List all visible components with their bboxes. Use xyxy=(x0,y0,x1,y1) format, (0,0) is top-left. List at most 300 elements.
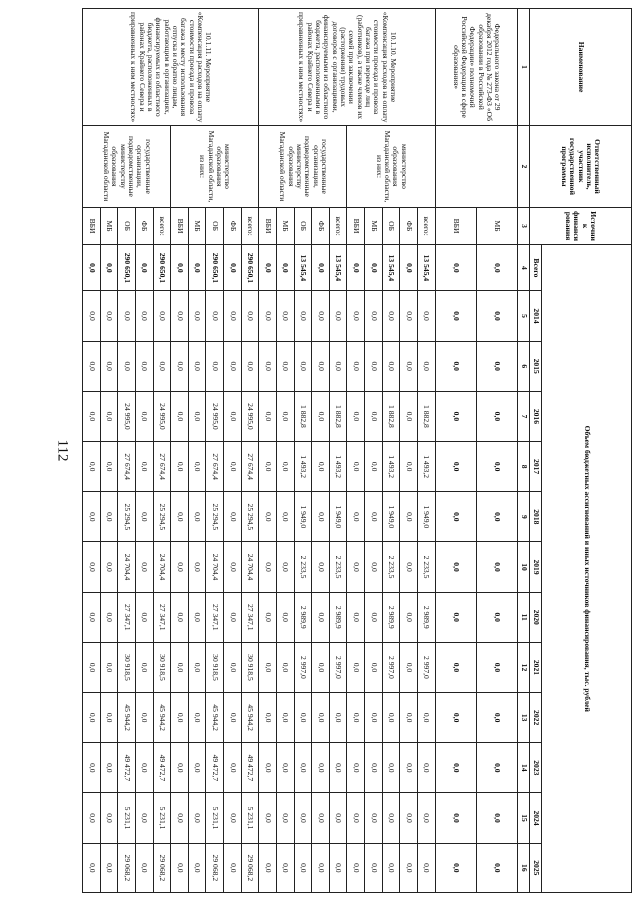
cell-value: 5 231,1 xyxy=(118,793,136,843)
cell-value: 0,0 xyxy=(365,291,383,341)
cell-value: 0,0 xyxy=(435,642,476,692)
header-funding: Объем бюджетных ассигнований и иных источников финансирования, тыс. рублей xyxy=(542,245,632,893)
cell-total: 13 545,4 xyxy=(417,245,435,291)
cell-value: 0,0 xyxy=(476,693,517,743)
cell-total: 0,0 xyxy=(347,245,365,291)
row-source: ВБИ xyxy=(259,207,277,245)
cell-value: 0,0 xyxy=(476,592,517,642)
header-source: Источник финансирования xyxy=(530,207,632,245)
row-source: МБ xyxy=(100,207,118,245)
cell-value: 5 231,1 xyxy=(153,793,171,843)
row-source: всего: xyxy=(329,207,347,245)
cell-value: 0,0 xyxy=(294,291,312,341)
cell-value: 2 997,0 xyxy=(417,642,435,692)
cell-value: 0,0 xyxy=(206,291,224,341)
cell-value: 0,0 xyxy=(259,442,277,492)
row-name: 10.1.10. Мероприятие «Компенсация расходов на оплату стоимости проезда и провоза багажа при переезде лиц (работников), а также членов их семей при заключении (расторжении) трудовых договоров с организациями, финансируемыми из областного бюджета, расположенными в районах Крайнего Севера и приравненных к ним местностях» xyxy=(259,9,435,126)
cell-total: 290 650,1 xyxy=(206,245,224,291)
cell-value: 0,0 xyxy=(365,341,383,391)
cell-value: 30 918,5 xyxy=(206,642,224,692)
cell-value: 0,0 xyxy=(188,642,206,692)
cell-value: 0,0 xyxy=(83,492,101,542)
cell-value: 0,0 xyxy=(171,391,189,441)
header-total: Всего xyxy=(530,245,542,291)
table-row xyxy=(417,9,435,893)
cell-value: 25 294,5 xyxy=(118,492,136,542)
cell-value: 0,0 xyxy=(312,592,330,642)
cell-value: 0,0 xyxy=(241,341,259,391)
cell-value: 27 674,4 xyxy=(241,442,259,492)
cell-value: 0,0 xyxy=(100,642,118,692)
cell-value: 0,0 xyxy=(347,743,365,793)
cell-value: 0,0 xyxy=(400,743,418,793)
cell-value: 0,0 xyxy=(259,843,277,892)
cell-value: 0,0 xyxy=(382,843,400,892)
row-source: ОБ xyxy=(206,207,224,245)
column-index: 14 xyxy=(518,743,530,793)
header-year: 2022 xyxy=(530,693,542,743)
cell-value: 0,0 xyxy=(294,693,312,743)
cell-value: 0,0 xyxy=(329,843,347,892)
cell-value: 27 674,4 xyxy=(153,442,171,492)
row-name: 10.1.11. Мероприятие «Компенсация расходов на оплату стоимости проезда и провоза багажа к месту использования отпуска и обратно лицам, работающим в организациях, финансируемых из областного бюджета, расположенных в районах Крайнего Севера и приравненных к ним местностях» xyxy=(83,9,259,126)
cell-value: 0,0 xyxy=(400,341,418,391)
cell-value: 29 068,2 xyxy=(118,843,136,892)
cell-value: 0,0 xyxy=(347,693,365,743)
cell-value: 0,0 xyxy=(276,693,294,743)
cell-value: 0,0 xyxy=(417,291,435,341)
row-source: ФБ xyxy=(135,207,153,245)
cell-value: 0,0 xyxy=(135,291,153,341)
cell-value: 2 989,9 xyxy=(382,592,400,642)
cell-value: 0,0 xyxy=(347,592,365,642)
header-year: 2024 xyxy=(530,793,542,843)
cell-value: 49 472,7 xyxy=(118,743,136,793)
cell-value: 0,0 xyxy=(435,442,476,492)
cell-value: 0,0 xyxy=(435,793,476,843)
cell-value: 0,0 xyxy=(312,442,330,492)
cell-value: 0,0 xyxy=(206,341,224,391)
cell-value: 0,0 xyxy=(135,391,153,441)
cell-value: 0,0 xyxy=(294,743,312,793)
row-source: МБ xyxy=(188,207,206,245)
cell-value: 0,0 xyxy=(188,542,206,592)
cell-value: 24 704,4 xyxy=(153,542,171,592)
cell-value: 0,0 xyxy=(171,743,189,793)
cell-value: 1 493,2 xyxy=(382,442,400,492)
cell-value: 0,0 xyxy=(400,642,418,692)
cell-value: 1 882,8 xyxy=(294,391,312,441)
cell-value: 0,0 xyxy=(135,442,153,492)
cell-value: 0,0 xyxy=(312,693,330,743)
cell-value: 0,0 xyxy=(276,592,294,642)
row-name: Федерального закона от 29 декабря 2012 года № 273-ФЗ «Об образовании в Российской Федерации» полномочий Российской Федерации в сфере образования» xyxy=(435,9,517,126)
cell-value: 29 068,2 xyxy=(241,843,259,892)
cell-value: 0,0 xyxy=(347,492,365,542)
cell-value: 49 472,7 xyxy=(241,743,259,793)
cell-total: 0,0 xyxy=(224,245,242,291)
cell-value: 0,0 xyxy=(83,542,101,592)
cell-value: 0,0 xyxy=(224,642,242,692)
cell-value: 0,0 xyxy=(312,291,330,341)
cell-value: 0,0 xyxy=(188,291,206,341)
table-row xyxy=(241,9,259,893)
cell-value: 0,0 xyxy=(188,843,206,892)
cell-value: 0,0 xyxy=(224,442,242,492)
cell-value: 0,0 xyxy=(100,592,118,642)
cell-value: 0,0 xyxy=(171,442,189,492)
cell-value: 0,0 xyxy=(241,291,259,341)
cell-value: 0,0 xyxy=(171,843,189,892)
cell-value: 0,0 xyxy=(476,743,517,793)
cell-value: 1 882,8 xyxy=(329,391,347,441)
column-index: 9 xyxy=(518,492,530,542)
cell-value: 0,0 xyxy=(476,442,517,492)
cell-value: 30 918,5 xyxy=(241,642,259,692)
row-source: ФБ xyxy=(224,207,242,245)
cell-value: 0,0 xyxy=(365,642,383,692)
cell-value: 0,0 xyxy=(435,843,476,892)
cell-value: 0,0 xyxy=(118,341,136,391)
cell-value: 1 949,0 xyxy=(294,492,312,542)
cell-value: 0,0 xyxy=(347,391,365,441)
row-source: МБ xyxy=(365,207,383,245)
cell-value: 0,0 xyxy=(276,542,294,592)
header-year: 2020 xyxy=(530,592,542,642)
row-source: ВБИ xyxy=(435,207,476,245)
cell-value: 0,0 xyxy=(83,341,101,391)
cell-value: 0,0 xyxy=(476,391,517,441)
cell-value: 27 347,1 xyxy=(153,592,171,642)
cell-value: 45 944,2 xyxy=(241,693,259,743)
cell-value: 2 997,0 xyxy=(329,642,347,692)
cell-value: 0,0 xyxy=(400,291,418,341)
cell-value: 0,0 xyxy=(329,693,347,743)
row-source: всего: xyxy=(241,207,259,245)
cell-value: 0,0 xyxy=(224,492,242,542)
cell-value: 0,0 xyxy=(382,793,400,843)
column-index: 7 xyxy=(518,391,530,441)
cell-value: 0,0 xyxy=(188,391,206,441)
cell-value: 0,0 xyxy=(83,442,101,492)
row-source: ФБ xyxy=(312,207,330,245)
cell-value: 0,0 xyxy=(188,743,206,793)
cell-value: 0,0 xyxy=(224,592,242,642)
cell-value: 0,0 xyxy=(365,843,383,892)
cell-value: 0,0 xyxy=(224,391,242,441)
cell-value: 0,0 xyxy=(417,341,435,391)
cell-value: 0,0 xyxy=(312,793,330,843)
cell-value: 0,0 xyxy=(83,592,101,642)
cell-value: 0,0 xyxy=(294,793,312,843)
header-year: 2021 xyxy=(530,642,542,692)
cell-value: 0,0 xyxy=(400,542,418,592)
cell-value: 0,0 xyxy=(276,843,294,892)
cell-value: 0,0 xyxy=(188,341,206,391)
cell-value: 0,0 xyxy=(312,642,330,692)
cell-value: 0,0 xyxy=(382,693,400,743)
row-source: ФБ xyxy=(400,207,418,245)
cell-value: 0,0 xyxy=(365,743,383,793)
cell-value: 0,0 xyxy=(435,592,476,642)
column-index: 11 xyxy=(518,592,530,642)
cell-value: 49 472,7 xyxy=(206,743,224,793)
cell-value: 27 674,4 xyxy=(118,442,136,492)
column-index: 10 xyxy=(518,542,530,592)
column-index: 3 xyxy=(518,207,530,245)
cell-value: 0,0 xyxy=(417,743,435,793)
cell-total: 0,0 xyxy=(259,245,277,291)
cell-value: 27 347,1 xyxy=(241,592,259,642)
cell-value: 30 918,5 xyxy=(153,642,171,692)
cell-value: 0,0 xyxy=(259,743,277,793)
row-executor: государственные организации, подведомственные министерству образования Магаданской области xyxy=(83,126,171,208)
cell-value: 0,0 xyxy=(83,642,101,692)
cell-value: 0,0 xyxy=(259,341,277,391)
cell-value: 49 472,7 xyxy=(153,743,171,793)
header-year: 2014 xyxy=(530,291,542,341)
cell-value: 0,0 xyxy=(435,391,476,441)
cell-value: 0,0 xyxy=(135,592,153,642)
cell-value: 0,0 xyxy=(294,341,312,391)
cell-value: 1 949,0 xyxy=(382,492,400,542)
row-executor: министерство образования Магаданской области, из них: xyxy=(171,126,259,208)
column-index: 6 xyxy=(518,341,530,391)
cell-value: 0,0 xyxy=(476,291,517,341)
cell-value: 0,0 xyxy=(100,743,118,793)
cell-value: 2 989,9 xyxy=(294,592,312,642)
cell-value: 0,0 xyxy=(259,291,277,341)
row-executor xyxy=(435,126,517,208)
cell-value: 0,0 xyxy=(329,743,347,793)
cell-value: 0,0 xyxy=(171,642,189,692)
cell-value: 0,0 xyxy=(435,743,476,793)
cell-value: 0,0 xyxy=(188,693,206,743)
cell-value: 1 949,0 xyxy=(329,492,347,542)
cell-value: 1 493,2 xyxy=(294,442,312,492)
cell-value: 0,0 xyxy=(224,743,242,793)
cell-value: 0,0 xyxy=(188,442,206,492)
cell-total: 0,0 xyxy=(100,245,118,291)
cell-value: 0,0 xyxy=(224,843,242,892)
cell-value: 0,0 xyxy=(171,291,189,341)
cell-value: 0,0 xyxy=(153,341,171,391)
header-executor: Ответственный исполнитель, участник государственной программы xyxy=(530,126,632,208)
cell-value: 1 882,8 xyxy=(417,391,435,441)
cell-value: 0,0 xyxy=(276,341,294,391)
cell-value: 0,0 xyxy=(347,341,365,391)
cell-value: 27 674,4 xyxy=(206,442,224,492)
cell-value: 0,0 xyxy=(188,793,206,843)
cell-value: 0,0 xyxy=(347,642,365,692)
cell-value: 0,0 xyxy=(417,843,435,892)
cell-value: 0,0 xyxy=(347,291,365,341)
cell-value: 0,0 xyxy=(83,291,101,341)
cell-value: 2 233,5 xyxy=(417,542,435,592)
cell-value: 25 294,5 xyxy=(241,492,259,542)
cell-value: 0,0 xyxy=(276,642,294,692)
cell-value: 0,0 xyxy=(135,542,153,592)
cell-value: 25 294,5 xyxy=(153,492,171,542)
cell-value: 0,0 xyxy=(100,391,118,441)
cell-value: 0,0 xyxy=(171,693,189,743)
cell-value: 0,0 xyxy=(259,592,277,642)
cell-value: 24 704,4 xyxy=(241,542,259,592)
cell-value: 0,0 xyxy=(312,492,330,542)
cell-value: 0,0 xyxy=(100,492,118,542)
cell-value: 0,0 xyxy=(224,341,242,391)
row-executor: государственные организации, подведомственные министерству образования Магаданской области xyxy=(259,126,347,208)
cell-value: 0,0 xyxy=(400,693,418,743)
cell-value: 0,0 xyxy=(135,492,153,542)
cell-value: 1 493,2 xyxy=(417,442,435,492)
cell-value: 0,0 xyxy=(329,291,347,341)
cell-value: 0,0 xyxy=(276,291,294,341)
cell-total: 0,0 xyxy=(171,245,189,291)
cell-value: 0,0 xyxy=(100,542,118,592)
cell-value: 0,0 xyxy=(259,542,277,592)
cell-total: 0,0 xyxy=(312,245,330,291)
cell-value: 2 997,0 xyxy=(294,642,312,692)
column-index: 4 xyxy=(518,245,530,291)
row-source: МБ xyxy=(476,207,517,245)
cell-value: 0,0 xyxy=(476,542,517,592)
cell-value: 0,0 xyxy=(347,542,365,592)
cell-value: 0,0 xyxy=(347,793,365,843)
cell-value: 0,0 xyxy=(312,743,330,793)
cell-value: 0,0 xyxy=(259,793,277,843)
row-executor: министерство образования Магаданской области, из них: xyxy=(347,126,435,208)
cell-value: 0,0 xyxy=(83,843,101,892)
cell-value: 0,0 xyxy=(224,793,242,843)
cell-total: 0,0 xyxy=(135,245,153,291)
cell-value: 0,0 xyxy=(476,492,517,542)
cell-value: 0,0 xyxy=(400,843,418,892)
cell-value: 25 294,5 xyxy=(206,492,224,542)
row-source: всего: xyxy=(153,207,171,245)
cell-value: 0,0 xyxy=(312,542,330,592)
cell-total: 0,0 xyxy=(365,245,383,291)
cell-value: 0,0 xyxy=(259,693,277,743)
cell-value: 0,0 xyxy=(312,391,330,441)
rotated-table-container xyxy=(82,8,632,893)
cell-value: 0,0 xyxy=(83,693,101,743)
page-number: 112 xyxy=(54,439,71,462)
cell-value: 0,0 xyxy=(135,642,153,692)
cell-value: 27 347,1 xyxy=(118,592,136,642)
cell-value: 0,0 xyxy=(476,341,517,391)
cell-total: 13 545,4 xyxy=(294,245,312,291)
cell-value: 24 995,0 xyxy=(118,391,136,441)
cell-value: 0,0 xyxy=(435,542,476,592)
cell-value: 0,0 xyxy=(83,391,101,441)
cell-value: 0,0 xyxy=(312,843,330,892)
cell-total: 0,0 xyxy=(276,245,294,291)
cell-value: 0,0 xyxy=(400,592,418,642)
cell-value: 0,0 xyxy=(400,442,418,492)
cell-value: 0,0 xyxy=(118,291,136,341)
row-source: ВБИ xyxy=(83,207,101,245)
cell-value: 0,0 xyxy=(365,693,383,743)
cell-total: 0,0 xyxy=(400,245,418,291)
cell-total: 0,0 xyxy=(188,245,206,291)
column-index: 16 xyxy=(518,843,530,892)
cell-value: 0,0 xyxy=(83,793,101,843)
cell-value: 1 882,8 xyxy=(382,391,400,441)
cell-value: 0,0 xyxy=(259,642,277,692)
cell-value: 0,0 xyxy=(135,743,153,793)
cell-value: 0,0 xyxy=(100,341,118,391)
row-source: ВБИ xyxy=(347,207,365,245)
cell-value: 0,0 xyxy=(329,793,347,843)
cell-value: 0,0 xyxy=(382,341,400,391)
cell-value: 0,0 xyxy=(224,291,242,341)
column-index: 1 xyxy=(518,9,530,126)
cell-value: 24 995,0 xyxy=(206,391,224,441)
row-source: ОБ xyxy=(382,207,400,245)
cell-value: 29 068,2 xyxy=(153,843,171,892)
cell-value: 29 068,2 xyxy=(206,843,224,892)
cell-value: 24 704,4 xyxy=(206,542,224,592)
column-index: 12 xyxy=(518,642,530,692)
cell-value: 0,0 xyxy=(188,592,206,642)
cell-value: 0,0 xyxy=(135,693,153,743)
cell-value: 1 949,0 xyxy=(417,492,435,542)
cell-total: 290 650,1 xyxy=(153,245,171,291)
header-year: 2019 xyxy=(530,542,542,592)
cell-value: 0,0 xyxy=(347,843,365,892)
cell-value: 1 493,2 xyxy=(329,442,347,492)
cell-total: 13 545,4 xyxy=(329,245,347,291)
cell-value: 0,0 xyxy=(312,341,330,391)
cell-value: 0,0 xyxy=(417,793,435,843)
cell-value: 24 995,0 xyxy=(241,391,259,441)
cell-value: 0,0 xyxy=(188,492,206,542)
cell-value: 2 233,5 xyxy=(294,542,312,592)
table-row xyxy=(476,9,517,893)
cell-value: 45 944,2 xyxy=(118,693,136,743)
cell-value: 2 989,9 xyxy=(417,592,435,642)
cell-value: 0,0 xyxy=(365,391,383,441)
cell-value: 0,0 xyxy=(135,843,153,892)
cell-value: 0,0 xyxy=(100,442,118,492)
cell-value: 2 233,5 xyxy=(382,542,400,592)
cell-value: 0,0 xyxy=(365,592,383,642)
cell-total: 290 650,1 xyxy=(118,245,136,291)
row-source: ОБ xyxy=(118,207,136,245)
row-source: ОБ xyxy=(294,207,312,245)
cell-value: 0,0 xyxy=(294,843,312,892)
cell-value: 0,0 xyxy=(435,693,476,743)
cell-value: 0,0 xyxy=(276,492,294,542)
cell-value: 0,0 xyxy=(365,542,383,592)
cell-total: 13 545,4 xyxy=(382,245,400,291)
cell-value: 0,0 xyxy=(435,341,476,391)
cell-value: 0,0 xyxy=(100,793,118,843)
cell-value: 0,0 xyxy=(100,693,118,743)
cell-value: 2 233,5 xyxy=(329,542,347,592)
cell-value: 0,0 xyxy=(417,693,435,743)
row-source: МБ xyxy=(276,207,294,245)
cell-value: 0,0 xyxy=(276,743,294,793)
cell-value: 27 347,1 xyxy=(206,592,224,642)
column-index: 13 xyxy=(518,693,530,743)
header-year: 2023 xyxy=(530,743,542,793)
cell-value: 0,0 xyxy=(259,391,277,441)
cell-value: 2 997,0 xyxy=(382,642,400,692)
header-year: 2016 xyxy=(530,391,542,441)
cell-value: 0,0 xyxy=(224,693,242,743)
